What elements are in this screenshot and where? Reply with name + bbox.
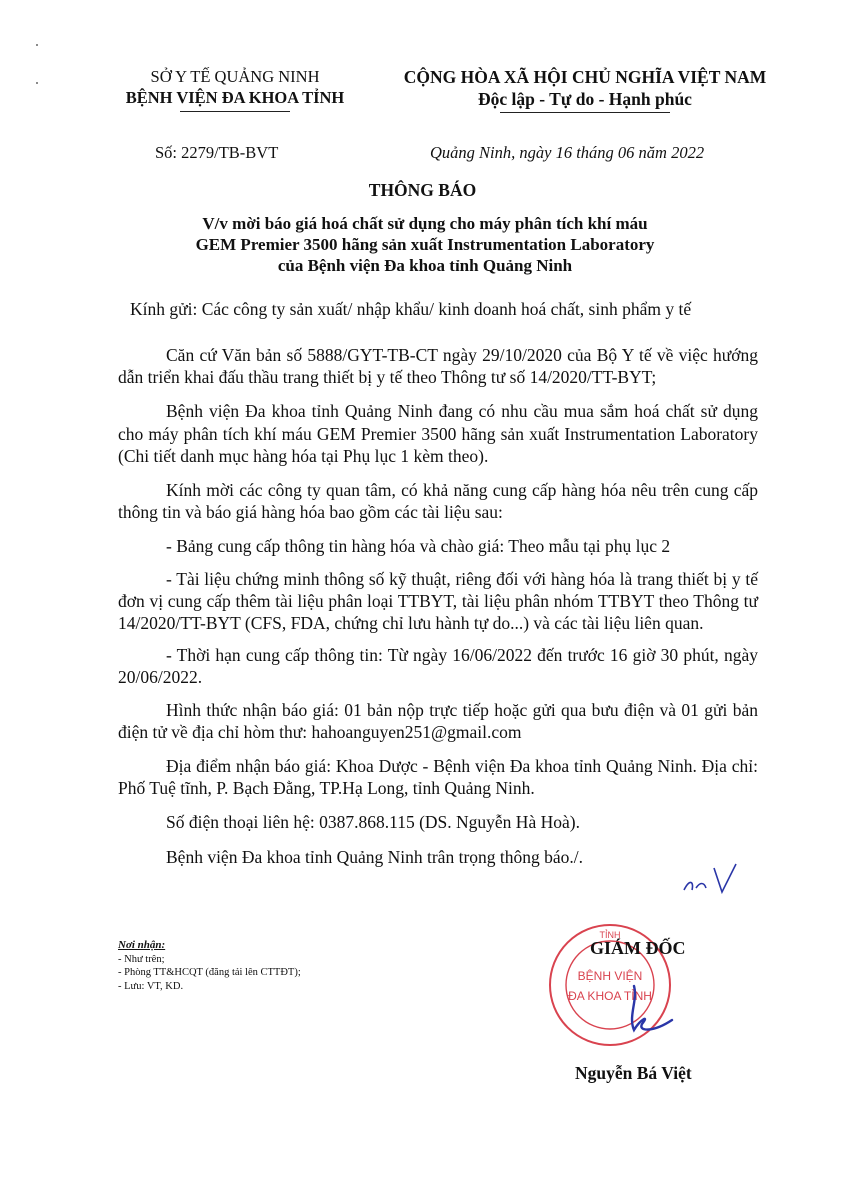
- agency-underline: [180, 111, 290, 112]
- subject-line: của Bệnh viện Đa khoa tỉnh Quảng Ninh: [277, 256, 573, 275]
- body-list-item: - Tài liệu chứng minh thông số kỹ thuật, riêng đối với hàng hóa là trang thiết bị y tế đơn vị cung cấp thêm tài liệu phân loại TTBYT, tài liệu phân nhóm TTBYT theo Thông tư 14/2020/TT-BYT (CFS, FDA, chứng chỉ lưu hành tự do...) và các tài liệu liên quan.: [118, 568, 758, 634]
- motto-underline: [500, 112, 670, 113]
- body-paragraph: Căn cứ Văn bản số 5888/GYT-TB-CT ngày 29/10/2020 của Bộ Y tế về việc hướng dẫn triển khai đấu thầu trang thiết bị y tế theo Thông tư số 14/2020/TT-BYT;: [118, 345, 758, 388]
- stamp-text-line1: BỆNH VIỆN: [577, 969, 643, 983]
- subject-line: GEM Premier 3500 hãng sản xuất Instrumentation Laboratory: [195, 235, 655, 254]
- stamp-text-line2: ĐA KHOA TỈNH: [568, 989, 652, 1003]
- body-paragraph: Địa điểm nhận báo giá: Khoa Dược - Bệnh viện Đa khoa tỉnh Quảng Ninh. Địa chỉ: Phố Tuệ tĩnh, P. Bạch Đằng, TP.Hạ Long, tỉnh Quảng Ninh.: [118, 756, 758, 799]
- document-body: [118, 344, 758, 880]
- recipients-label: Nơi nhận:: [118, 939, 166, 951]
- document-number: Số: 2279/TB-BVT: [155, 143, 279, 162]
- recipient-item: - Như trên;: [118, 953, 165, 965]
- initials-mark: [680, 860, 740, 900]
- subject-line: V/v mời báo giá hoá chất sử dụng cho máy phân tích khí máu: [202, 214, 648, 233]
- recipient-item: - Phòng TT&HCQT (đăng tải lên CTTĐT);: [118, 967, 301, 978]
- agency-name: BỆNH VIỆN ĐA KHOA TỈNH: [125, 88, 345, 107]
- body-paragraph: Số điện thoại liên hệ: 0387.868.115 (DS. Nguyễn Hà Hoà).: [166, 812, 580, 833]
- body-paragraph: Bệnh viện Đa khoa tỉnh Quảng Ninh trân trọng thông báo./.: [166, 846, 584, 867]
- body-paragraph: Bệnh viện Đa khoa tỉnh Quảng Ninh đang có nhu cầu mua sắm hoá chất sử dụng cho máy phân tích khí máu GEM Premier 3500 hãng sản xuất Instrumentation Laboratory (Chi tiết danh mục hàng hóa tại Phụ lục 1 kèm theo).: [118, 401, 758, 466]
- stamp-text-top: TỈNH: [599, 930, 621, 940]
- salutation: Kính gửi: Các công ty sản xuất/ nhập khẩu/ kinh doanh hoá chất, sinh phẩm y tế: [130, 299, 692, 319]
- document-title: THÔNG BÁO: [368, 180, 477, 200]
- body-paragraph: Kính mời các công ty quan tâm, có khả năng cung cấp hàng hóa nêu trên cung cấp thông tin và báo giá hàng hóa bao gồm các tài liệu sau:: [118, 480, 758, 523]
- agency-parent: SỞ Y TẾ QUẢNG NINH: [150, 67, 320, 86]
- signatory-name: Nguyễn Bá Việt: [575, 1063, 692, 1083]
- national-header: [375, 66, 795, 110]
- agency-header: [90, 66, 380, 108]
- body-paragraph: Hình thức nhận báo giá: 01 bản nộp trực tiếp hoặc gửi qua bưu điện và 01 gửi bản điện tử về địa chỉ hòm thư: hahoanguyen251@gmail.com: [118, 699, 758, 742]
- signatory-title: GIÁM ĐỐC: [590, 938, 686, 958]
- national-title: CỘNG HÒA XÃ HỘI CHỦ NGHĨA VIỆT NAM: [403, 67, 767, 87]
- margin-mark: [36, 82, 38, 84]
- handwritten-signature: [620, 980, 680, 1040]
- margin-mark: [36, 44, 38, 46]
- recipient-item: - Lưu: VT, KD.: [118, 980, 184, 992]
- document-date: Quảng Ninh, ngày 16 tháng 06 năm 2022: [430, 143, 705, 162]
- recipients-block: [118, 939, 408, 993]
- body-list-item: - Bảng cung cấp thông tin hàng hóa và chào giá: Theo mẫu tại phụ lục 2: [166, 536, 671, 557]
- national-motto: Độc lập - Tự do - Hạnh phúc: [478, 89, 692, 109]
- document-subject: [130, 213, 720, 276]
- body-list-item: - Thời hạn cung cấp thông tin: Từ ngày 16/06/2022 đến trước 16 giờ 30 phút, ngày 20/06/2022.: [118, 645, 758, 688]
